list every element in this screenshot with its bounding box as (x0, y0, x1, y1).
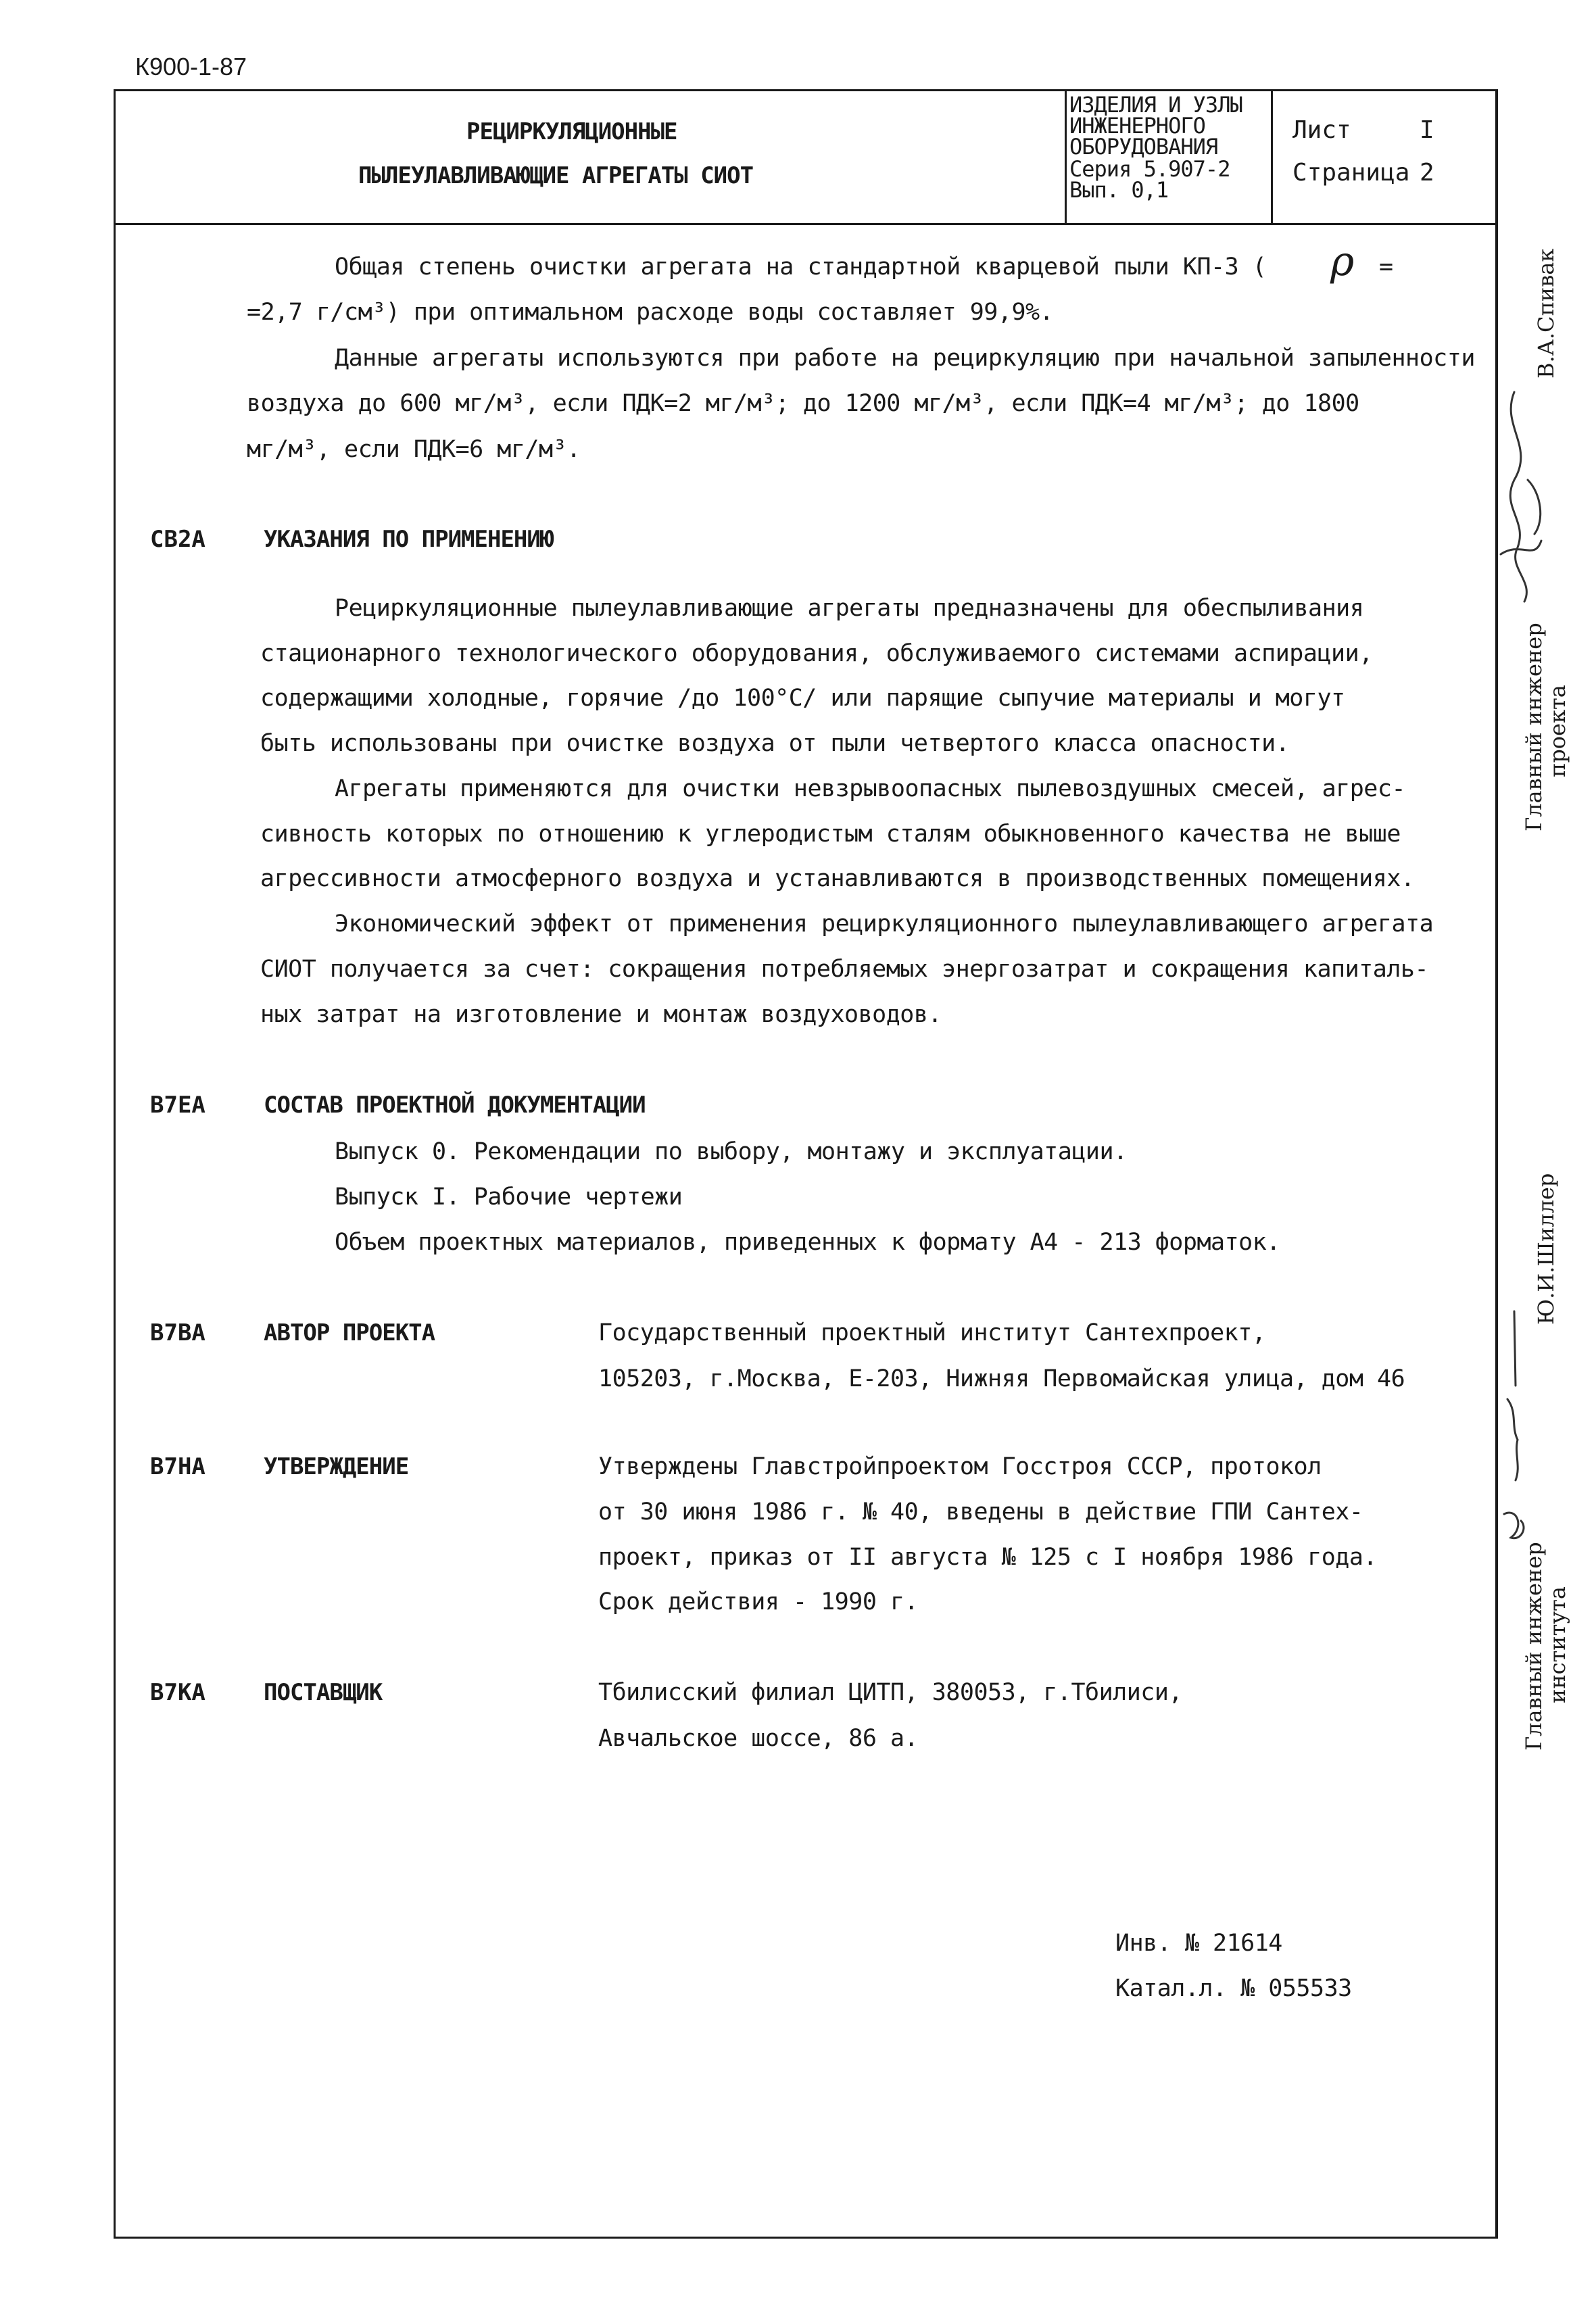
application-line: Агрегаты применяются для очистки невзрывоопасных пылевоздушных смесей, агрес- (335, 775, 1406, 802)
section-code: В7ВА (150, 1319, 205, 1346)
sheet-number: I (1420, 116, 1434, 144)
header-title-line2: ПЫЛЕУЛАВЛИВАЮЩИЕ АГРЕГАТЫ СИОТ (358, 162, 754, 189)
header-title-line1: РЕЦИРКУЛЯЦИОННЫЕ (466, 118, 677, 145)
header-column-divider (1271, 89, 1273, 224)
inventory-number: Инв. № 21614 (1115, 1930, 1282, 1957)
documentation-line: Выпуск 0. Рекомендации по выбору, монтажу и эксплуатации. (335, 1138, 1128, 1165)
intro-p1-line1: Общая степень очистки агрегата на стандартной кварцевой пыли КП-3 ( (335, 253, 1267, 281)
header-divider (114, 223, 1498, 225)
application-line: Экономический эффект от применения рециркуляционного пылеулавливающего агрегата (335, 910, 1434, 937)
section-heading: АВТОР ПРОЕКТА (264, 1319, 435, 1346)
approval-line: проект, приказ от II августа № 125 с I ноября 1986 года. (598, 1544, 1378, 1571)
application-line: Рециркуляционные пылеулавливающие агрегаты предназначены для обеспыливания (335, 595, 1364, 622)
stamp-line4: Серия 5.907-2 (1069, 156, 1230, 182)
documentation-line: Объем проектных материалов, приведенных к формату А4 - 213 форматок. (335, 1229, 1280, 1256)
section-code: В7ЕА (150, 1092, 205, 1119)
intro-p1-eq: = (1379, 253, 1393, 281)
section-code: В7КА (150, 1679, 205, 1706)
application-line: СИОТ получается за счет: сокращения потребляемых энергозатрат и сокращения капиталь- (260, 956, 1429, 983)
header-column-divider (1065, 89, 1067, 224)
approval-line: Срок действия - 1990 г. (598, 1588, 919, 1615)
application-line: быть использованы при очистке воздуха от пыли четвертого класса опасности. (260, 730, 1290, 757)
rho-symbol: ρ (1330, 238, 1355, 285)
supplier-line: Тбилисский филиал ЦИТП, 380053, г.Тбилиси, (598, 1679, 1183, 1706)
intro-p1-line2: =2,7 г/см³) при оптимальном расходе воды составляет 99,9%. (247, 299, 1054, 326)
intro-p2-line2: воздуха до 600 мг/м³, если ПДК=2 мг/м³; до 1200 мг/м³, если ПДК=4 мг/м³; до 1800 (247, 390, 1359, 417)
section-code: СВ2А (150, 526, 205, 553)
application-line: стационарного технологического оборудования, обслуживаемого системами аспирации, (260, 640, 1373, 667)
documentation-line: Выпуск I. Рабочие чертежи (335, 1184, 683, 1211)
document-code: К900-1-87 (135, 53, 247, 80)
approval-line: Утверждены Главстройпроектом Госстроя СССР, протокол (598, 1453, 1322, 1480)
signature-shiller (1487, 1305, 1541, 1555)
section-code: В7НА (150, 1453, 205, 1480)
chief-engineer-institute-label1: Главный инженер (1521, 1542, 1547, 1751)
section-heading: УТВЕРЖДЕНИЕ (264, 1453, 409, 1480)
application-line: агрессивности атмосферного воздуха и устанавливаются в производственных помещениях. (260, 865, 1415, 892)
signature-spivak (1487, 385, 1555, 615)
intro-p2-line1: Данные агрегаты используются при работе на рециркуляцию при начальной запыленности (335, 345, 1475, 372)
stamp-line2: ИНЖЕНЕРНОГО (1069, 113, 1205, 139)
page-label: Страница (1292, 159, 1410, 187)
chief-engineer-project-name: В.А.Спивак (1533, 248, 1559, 379)
signature-stroke (1504, 1513, 1524, 1538)
chief-engineer-institute-name: Ю.И.Шиллер (1533, 1173, 1559, 1325)
signature-stroke (1514, 1311, 1516, 1386)
signature-stroke (1501, 541, 1541, 554)
chief-engineer-project-label1: Главный инженер (1521, 623, 1547, 831)
author-line: 105203, г.Москва, Е-203, Нижняя Первомайская улица, дом 46 (598, 1365, 1405, 1392)
application-line: сивность которых по отношению к углеродистым сталям обыкновенного качества не выше (260, 821, 1401, 848)
catalog-number: Катал.л. № 055533 (1115, 1975, 1352, 2002)
section-heading: ПОСТАВЩИК (264, 1679, 383, 1706)
section-heading: УКАЗАНИЯ ПО ПРИМЕНЕНИЮ (264, 526, 554, 553)
supplier-line: Авчальское шоссе, 86 а. (598, 1725, 919, 1752)
sheet-label: Лист (1292, 116, 1351, 144)
application-line: ных затрат на изготовление и монтаж воздуховодов. (260, 1001, 942, 1028)
stamp-line5: Вып. 0,1 (1069, 177, 1169, 203)
signature-stroke (1507, 1399, 1518, 1480)
stamp-line1: ИЗДЕЛИЯ И УЗЛЫ (1069, 92, 1242, 118)
application-line: содержащими холодные, горячие /до 100°С/ или парящие сыпучие материалы и могут (260, 685, 1345, 712)
stamp-line3: ОБОРУДОВАНИЯ (1069, 134, 1218, 160)
section-heading: СОСТАВ ПРОЕКТНОЙ ДОКУМЕНТАЦИИ (264, 1092, 646, 1119)
approval-line: от 30 июня 1986 г. № 40, введены в действие ГПИ Сантех- (598, 1498, 1363, 1526)
signature-stroke (1528, 480, 1541, 534)
author-line: Государственный проектный институт Сантехпроект, (598, 1319, 1266, 1346)
intro-p2-line3: мг/м³, если ПДК=6 мг/м³. (247, 436, 581, 463)
page-number: 2 (1420, 159, 1434, 187)
chief-engineer-project-label2: проекта (1545, 685, 1570, 777)
chief-engineer-institute-label2: института (1545, 1586, 1570, 1703)
signature-stroke (1510, 392, 1526, 602)
